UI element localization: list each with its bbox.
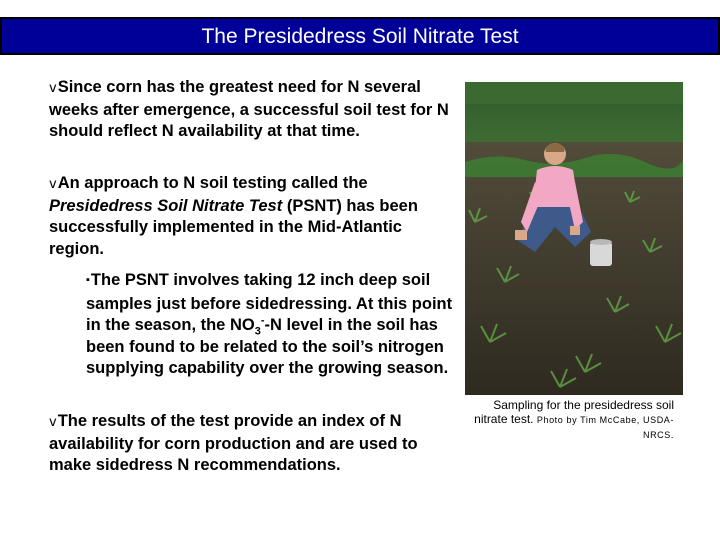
subscript: 3: [254, 325, 261, 338]
photo-credit: Photo by Tim McCabe, USDA-NRCS.: [536, 415, 674, 440]
photo-caption: [466, 398, 674, 442]
bucket-icon: [590, 242, 612, 266]
slide-title: The Presidedress Soil Nitrate Test: [201, 25, 519, 48]
bullet-mark-icon: v: [49, 177, 57, 192]
bullet-text-after: -N level in the soil has been found to be related to the soil’s nitrogen supplying capability over the growing season.: [86, 316, 449, 377]
bullet-text-italic: Presidedress Soil Nitrate Test: [49, 196, 283, 215]
bullet-corn-need: [49, 77, 449, 143]
sub-bullet-psnt-procedure: [86, 270, 456, 380]
bullet-psnt-approach: [49, 173, 454, 260]
bullet-text-before: The PSNT involves taking 12 inch deep soil samples just before sidedressing. At this point in the season, the NO: [86, 271, 453, 334]
title-bar: [0, 17, 720, 55]
superscript: -: [260, 314, 265, 327]
bullet-text: The results of the test provide an index of N availability for corn production and are used to make sidedress N recommendations.: [49, 412, 418, 474]
sub-bullet-mark-icon: ▪: [86, 274, 90, 286]
bullet-text-before: An approach to N soil testing called the: [57, 174, 368, 192]
field-photo-icon: [465, 82, 683, 395]
bullet-mark-icon: v: [49, 415, 57, 430]
caption-text: Sampling for the presidedress soil nitrate test.: [474, 398, 674, 426]
title-divider: [0, 53, 720, 54]
bullet-text-after: (PSNT) has been successfully implemented in the Mid-Atlantic region.: [49, 196, 418, 258]
bullet-test-results: [49, 411, 459, 477]
bullet-mark-icon: v: [49, 81, 57, 96]
field-photo: [465, 82, 683, 395]
bullet-text: Since corn has the greatest need for N several weeks after emergence, a successful soil test for N should reflect N availability at that time.: [49, 78, 449, 140]
